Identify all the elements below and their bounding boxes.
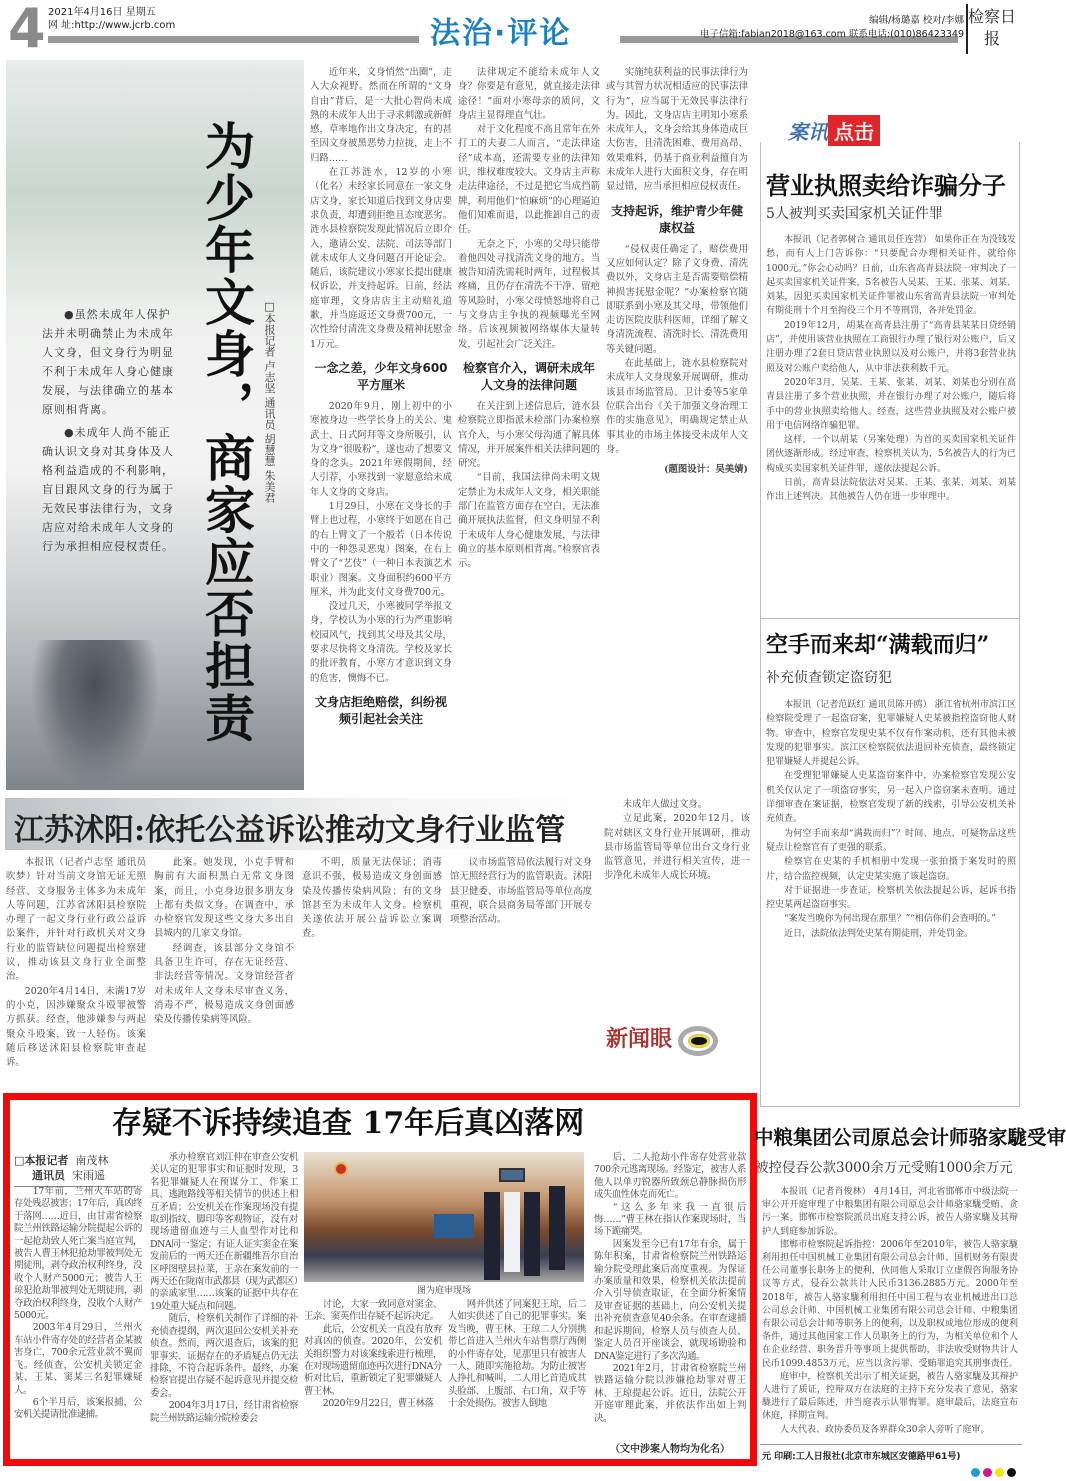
paragraph: 随后，检察机关制作了详细的补充侦查提纲，两次退回公安机关补充侦查。然而，两次退查后，该案的犯罪事实、证据存在的矛盾疑点仍无法排除，不符合起诉条件。最终，办案检察官提出存疑不起诉意见并提交检委会。 <box>150 1313 298 1399</box>
paragraph: 2004年3月17日，经甘肃省检察院兰州铁路运输分院检委会 <box>150 1400 298 1424</box>
article2-subheadline: 补充侦查锁定盗窃犯 <box>766 670 892 686</box>
paragraph: 这样，一个以胡某（另案处理）为首的买卖国家机关证件团伙逐渐形成。经过审查，检察机关认为，5名被告人的行为已构成买卖国家机关证件罪，遂依法提起公诉。 <box>766 435 1016 474</box>
paragraph: 网并供述了同案犯王琼，后二人如实供述了自己的犯罪事实。案发当晚，曹王林、王琼二人分别携带匕首进入兰州火车站售票厅西侧的小件寄存处，见那里只有被害人一人，随即实施抢劫。为防止被害人挣扎和喊叫，二人用匕首造成其头脸部、上腹部、右口角，双手等十余处损伤。被害人倒地 <box>448 1299 586 1410</box>
paragraph: 2020年4月14日，未满17岁的小克，因涉嫌聚众斗殴罪被警方抓获。经查，他涉嫌参与两起聚众斗殴案，致一人轻伤。该案随后移送沭阳县检察院审查起诉。 <box>6 985 146 1069</box>
paragraph: 近年来，文身悄然“出圈”，走入大众视野。然而在所谓的“文身自由”背后，是一大批心智尚未成熟的未成年人出于寻求刺激或新鲜感，草率地作出文身决定，有的甚至因文身被黑恶势力拉拢，走上不归路…… <box>310 67 452 164</box>
column-logo-a: 案讯 <box>788 120 828 144</box>
feature-note: （文中涉案人物均为化名） <box>610 1444 730 1455</box>
feature-column-1 <box>14 1186 142 1456</box>
cyan-dot <box>971 1468 980 1477</box>
issue-date: 2021年4月16日 星期五 <box>48 7 156 18</box>
paragraph: 2003年4月29日，兰州火车站小件寄存处的经营者金某被害身亡，700余元营业款不翼而飞。经侦查，公安机关锁定金某、王某、窦某三名犯罪嫌疑人。 <box>14 1322 142 1396</box>
article1-body <box>766 233 1016 613</box>
grain-headline: 中粮集团公司原总会计师骆家駹受审 <box>754 1126 1066 1149</box>
lead-byline: □本报记者 卢志坚 通讯员 胡慧慧 朱美君 <box>263 300 276 503</box>
summary-point: ●未成年人尚不能正确认识文身对其身体及人格利益造成的不利影响，盲目跟风文身的行为属于无效民事法律行为，文身店应对给未成年人文身的行为承担相应侵权责任。 <box>42 426 174 553</box>
feature-column-5 <box>594 1152 746 1442</box>
website: 网 址:http://www.jcrb.com <box>48 20 176 31</box>
paragraph: 人大代表、政协委员及各界群众30余人旁听了庭审。 <box>780 1424 990 1435</box>
paragraph: 在关注到上述信息后，涟水县检察院立即指派未检部门办案检察官介入，与小寒父母沟通了解具体情况，并开展案件相关法律问题的研究。 <box>458 400 600 470</box>
paragraph: 本报讯（记者卢志坚 通讯员吹梦）针对当前文身馆无证无照经营、文身服务主体多为未成年人等问题，江苏省沭阳县检察院办理了一起文身行业行政公益诉讼案件，并针对行政机关对文身行业的监管缺位问题提出检察建议，推动该县文身行业全面整治。 <box>6 857 146 983</box>
lead-column-1 <box>310 66 452 790</box>
black-dot <box>1007 1468 1016 1477</box>
column-logo <box>785 115 883 145</box>
yellow-dot <box>995 1468 1004 1477</box>
magenta-dot <box>983 1468 992 1477</box>
news-eye-text: 新闻眼 <box>606 1027 673 1052</box>
article1-headline: 营业执照卖给诈骗分子 <box>766 171 1006 200</box>
paragraph: 在受理犯罪嫌疑人史某盗窃案件中，办案检察官发现公安机关仅认定了一项盗窃事实，另一起入户盗窃案未查明。通过详细审查在案证据，检察官发现了新的线索，引导公安机关补充侦查。 <box>766 771 1016 825</box>
grain-headline-wrap <box>754 1122 1066 1176</box>
paragraph: 立足此案，2020年12月，该院对辖区文身行业开展调研，推动县市场监管局等单位出台文身行业监管意见，并进行相关宣传，进一步净化未成年人成长环境。 <box>604 813 750 882</box>
paragraph: 本报讯（记者肖俊林） 4月14日，河北省邯郸市中级法院一审公开开庭审理了中粮集团有限公司原总会计师骆家駹受贿、贪污一案。邯郸市检察院派员出庭支持公诉，被告人骆家駹及其辩护人到庭参加诉讼。 <box>762 1187 1018 1237</box>
paragraph: 议市场监管局依法履行对文身馆无照经营行为的监管职责。沭阳县卫健委、市场监管局等单位高度重视，联合县商务局等部门开展专项整治活动。 <box>450 857 592 926</box>
footer-rule <box>760 1444 1022 1445</box>
paragraph: 2020年9月，刚上初中的小寒被身边一些学长身上的关公、鬼武士、日式阿拜等文身所吸引，认为文身“很吸粉”，遂也动了想要文身的念头。2021年寒假期间，经人引荐，小寒找到一家愿意给未成年人文身的文身店。 <box>310 400 452 498</box>
lead-summary <box>42 305 182 560</box>
display-board <box>434 1214 474 1238</box>
article2-body <box>766 698 1016 1098</box>
paragraph: 邯郸市检察院起诉指控：2006年至2010年，被告人骆家駹利用担任中国机械工业集团有限公司总会计师、国机财务有限责任公司董事长职务上的便利，伙同他人采取订立虚假咨询服务协议等方式，侵吞公款共计人民币3136.2885万元。2000年至2018年，被告人骆家駹利用担任中国工程与农业机械进出口总公司总会计师、中国机械工业集团有限公司总会计师、中粮集团有限公司总会计师等职务上的便利，以及职权或地位形成的便利条件，通过其他国家工作人员职务上的行为，为相关单位和个人在企业经营、职务晋升等事项上提供帮助，非法收受财物共计人民币1099.4853万元，应当以贪污罪、受贿罪追究其刑事责任。 <box>762 1239 1018 1369</box>
lead-column-2 <box>458 66 600 790</box>
section-title: 法治·评论 <box>430 16 572 51</box>
officer-figure <box>524 1192 540 1276</box>
subheading: 支持起诉，维护青少年健康权益 <box>610 203 743 235</box>
column-logo-b: 点击 <box>828 115 880 146</box>
jiangsu-column-3 <box>302 856 442 1071</box>
paragraph: 1月29日，小寒在文身长的手臂上也过程，小寒终于如愿在自己的右上臂文了一个般若（日本传说中的一种怨灵恶鬼）图案，在右上臂文了“艺伎”（一种日本表演艺术职业）图案。文身面积约600平方厘米，并为此支付文身费700元。 <box>310 501 452 598</box>
paragraph: 在此基础上，涟水县检察院对未成年人文身现象开展调研，推动该县市场监管局、卫计委等5家单位联合出台《关于加强文身治理工作的实施意见》，明确规定禁止从事其业的市场主体接受未成年人文身。 <box>606 358 748 455</box>
feature-byline <box>14 1153 136 1187</box>
header-meta <box>48 6 175 32</box>
paragraph: 未成年人做过文身。 <box>622 799 708 810</box>
paragraph: 此后，公安机关一直没有放弃对真凶的侦查。2020年，公安机关组织警力对该案线索进行梳理，在对现场遗留血迹再次进行DNA分析对比后，重新锁定了犯罪嫌疑人曹王林。 <box>304 1323 442 1397</box>
paragraph: 在江苏涟水，12岁的小寒（化名）未经家长同意在一家文身店文身，家长知道后找到文身店要求负责，却遭到拒绝且态度恶劣。涟水县检察院发现此情况后立即介入，邀请公安、法院、司法等部门就未成年人文身问题召开论证会。随后，该院建议小寒家长提出健康权诉讼，并支持起诉。日前，经法庭审理，文身店店主主动赔礼道歉，并当庭返还文身费700元，一次性给付清洗文身费及精神抚慰金1万元。 <box>310 167 452 350</box>
byline-label: 通讯员 <box>32 1169 65 1182</box>
courtroom-photo <box>304 1152 584 1282</box>
lead-column-3 <box>606 66 748 790</box>
paragraph: 2019年12月，胡某在高青县注册了“高青县某某日贷经销店”，并使用该营业执照在工商银行办理了银行对公账户，后又注册办理了2套日贷店营业执照以及对公账户，并将3套营业执照及对公账户卖给他人，从中非法获利数千元。 <box>766 320 1016 374</box>
paragraph: 无奈之下，小寒的父母只能带着他四处寻找清洗文身的地方。当被告知清洗需耗时两年，过程极其疼痛，且仍存在清洗不干净、留疤等风险时，小寒父母愤怒地将自己与文身店主争执的视频曝光至网络。后该视频被网络媒体大量转发，引起社会广泛关注。 <box>458 238 600 350</box>
byline-label: □本报记者 <box>14 1154 69 1167</box>
paragraph: 本报讯（记者郭树合 通讯员任连营） 如果你正在为没钱发愁，而有人上门告诉你：“只要配合办理相关证件，就给你1000元。”你会心动吗？日前，山东省高青县法院一审判决了一起买卖国家机关证件案，5名被告人吴某、王某、张某、刘某、刘某，因犯买卖国家机关证件罪被山东省高青县法院一审判处有期徒刑十个月至拘役三个月不等刑罚，各并处罚金。 <box>766 235 1016 317</box>
printer-info: 元 印刷:工人日报社(北京市东城区安德路甲61号) <box>762 1452 961 1462</box>
news-eye-logo <box>606 1022 726 1062</box>
header-info <box>700 14 964 42</box>
paragraph: 为何空手而来却“满载而归”？时间、地点、可疑物品这些疑点让检察官有了更强的联系。 <box>766 828 1016 853</box>
grain-body <box>762 1186 1018 1441</box>
paragraph: 2021年2月，甘肃省检察院兰州铁路运输分院以涉嫌抢劫罪对曹王林、王琼提起公诉。近日，法院公开开庭审理此案，并依法作出如上判决。 <box>594 1362 746 1424</box>
paragraph: 承办检察官刘江仲在审查公安机关认定的犯罪事实和证据时发现，3名犯罪嫌疑人在预谋分工、作案工具、逃跑路线等相关情节的供述上相互矛盾；公安机关在作案现场没有提取到指纹、脚印等客观物证，没有对现场遗留血迹与三人血型作对比和DNA同一鉴定；有证人证实窦金在案发前后的一两天还在新疆维吾尔自治区呼图壁县拉菜，王亲在案发前的一两天还在陇南市武都县（现为武都区）的亲戚家里……该案的证据中共存在19处重大疑点和问题。 <box>150 1152 298 1312</box>
paragraph: 6个半月后，该案报捕，公安机关提请批准逮捕。 <box>14 1396 142 1421</box>
jiangsu-column-4 <box>450 856 592 1071</box>
paragraph: 庭审中，检察机关出示了相关证据，被告人骆家駹及其辩护人进行了质证，控辩双方在法庭的主持下充分发表了意见，骆家駹进行了最后陈述，并当庭表示认罪悔罪。庭审最后，法庭宣布休庭，择期宣判。 <box>762 1371 1018 1422</box>
paragraph: 法律规定不能给未成年人文身？你要是有意见，就直接走法律途径！”面对小寒母亲的质问，文身店主显得理直气壮。 <box>458 67 600 121</box>
officer-figure <box>549 1186 565 1270</box>
jiangsu-column-5 <box>604 798 750 1008</box>
newspaper-logo: 检察日报 <box>966 4 1016 54</box>
article1-subheadline: 5人被判买卖国家机关证件罪 <box>766 206 943 222</box>
paragraph: 本报讯（记者范跃红 通讯员陈开鸥） 浙江省杭州市滨江区检察院受理了一起盗窃案，犯罪嫌疑人史某被指控盗窃他人财物。审查中，检察官发现史某不仅有作案动机，还有其他未被发现的犯罪事实。滨江区检察院依法退回补充侦查，最终锁定犯罪嫌疑人并提起公诉。 <box>766 700 1016 768</box>
paragraph: 日前，高青县法院依法对吴某、王某、张某、刘某、刘某作出上述判决。其他被告人仍在进一步审理中。 <box>766 478 1016 503</box>
paragraph: “案发当晚你为何出现在那里？”“相信你们会查明的。” <box>784 914 996 925</box>
eye-icon <box>678 1026 718 1056</box>
feature-column-3 <box>304 1299 442 1457</box>
contact-info: 电子信箱:fabian2018@163.com 联系电话:(010)86423349 <box>699 29 964 40</box>
jiangsu-column-1 <box>6 856 146 1071</box>
article2-headline: 空手而来却“满载而归” <box>766 632 990 658</box>
paragraph: 实施纯获利益的民事法律行为或与其智力状况相适应的民事法律行为”，应当属于无效民事法律行为。因此，文身店店主明知小寒系未成年人，文身会给其身体造成巨大伤害，且清洗困难、费用高昂、效果难料，仍基于商业利益擅自为未成年人进行大面积文身，存在明显过错，应当承担相应侵权责任。 <box>606 67 748 193</box>
reporter-name: 南茂林 <box>75 1154 109 1167</box>
paragraph: “侵权责任确定了，赔偿费用又应如何认定？除了文身费、清洗费以外，文身店主是否需要赔偿精神损害抚慰金呢？”办案检察官随即联系到小寒及其父母，带领他们走访医院皮肤科医师，详细了解文身清洗流程、清洗时长、清洗费用等关键问题。 <box>606 243 748 355</box>
paragraph: 讨论，大家一致同意对窦金、王亲、窦英作出存疑不起诉决定。 <box>304 1299 442 1323</box>
summary-point: ●虽然未成年人保护法并未明确禁止为未成年人文身，但文身行为明显不利于未成年人身心健康发展，与法律确立的基本原则相背离。 <box>42 308 174 416</box>
jiangsu-headline: 江苏沭阳:依托公益诉讼推动文身行业监管 <box>14 813 566 848</box>
lead-headline: 为少年文身，商家应否担责 <box>197 120 256 744</box>
paragraph: 对于文化程度不高且常年在外打工的夫妻二人而言，“走法律途径”成本高，还需要专业的法律知识，维权难度较大。文身店主声称走法律途径，不过是把它当成挡箭牌，利用他们“怕麻烦”的心理逼迫他们知难而退，以此推卸自己的责任。 <box>458 124 600 236</box>
paragraph: 检察官在史某的手机相册中发现一张拍摄于案发时的照片，结合监控视频，认定史某实施了该起盗窃。 <box>766 857 1016 882</box>
paragraph: 2020年9月22日，曹王林落 <box>322 1398 434 1410</box>
editor-credit: 编辑/杨璐嘉 校对/李娜 <box>869 15 964 26</box>
paragraph: 后，二人抢劫小件寄存处营业款700余元逃离现场。经鉴定，被害人系他人以单刃锐器所致颈总静脉损伤形成失血性休克而死亡。 <box>594 1152 746 1201</box>
hero-figure-silhouette <box>30 640 160 790</box>
header-rule-left <box>48 36 419 43</box>
grain-subheadline: 被控侵吞公款3000余万元受贿1000余万元 <box>755 1160 1013 1176</box>
screen <box>499 1168 525 1182</box>
photo-credit: (题图设计：吴美婧) <box>664 464 748 476</box>
feature-headline: 存疑不诉持续追查 17年后真凶落网 <box>112 1106 585 1141</box>
paragraph: 对于证据进一步查证，检察机关依法提起公诉，起诉书指控史某两起盗窃事实。 <box>766 885 1016 911</box>
emblem-icon <box>334 1162 348 1176</box>
jiangsu-column-2 <box>154 856 294 1071</box>
correspondent-name: 宋雨遥 <box>72 1169 105 1182</box>
paragraph: “这么多年来我一直很后悔……”曹王林在指认作案现场时，当场下跪痛哭。 <box>594 1201 746 1238</box>
paragraph: 17年前，兰州火车站的寄存处残忍被害；17年后，真凶终于落网……近日，由甘肃省检察院兰州铁路运输分院提起公诉的一起抢劫致人死亡案当庭宣判，被告人曹王林犯抢劫罪被判处无期徒刑，剥夺政治权利终身，没收个人财产5000元；被告人王琼犯抢劫罪被判处无期徒刑，剥夺政治权利终身，没收个人财产5000元。 <box>14 1186 142 1322</box>
registration-marks <box>968 1462 1016 1481</box>
subheading: 一念之差，少年文身600平方厘米 <box>314 360 448 392</box>
page-number: 4 <box>8 0 46 60</box>
officer-figure <box>484 1192 500 1280</box>
photo-caption: 图为庭审现场 <box>416 1286 471 1296</box>
paragraph: 此案。她发现，小克手臂和胸前有大面积黑白无常文身图案，而且，小克身边很多朋友身上都有类似文身。在调查中，承办检察官发现这些文身大多出自县城内的几家文身馆。 <box>154 857 294 940</box>
feature-column-4 <box>448 1299 586 1457</box>
paragraph: 2020年3月，吴某、王某、张某、刘某、刘某也分别在高青县注册了多个营业执照，并在银行办理了对公账户，随后将手中的营业执照卖给他人。经查，这些营业执照及对公账户被用于电信网络诈骗犯罪。 <box>766 377 1016 431</box>
paragraph: “目前，我国法律尚未明文规定禁止为未成年人文身，相关职能部门在监管方面存在空白，无法准确开展执法监督，但文身明显不利于未成年人身心健康发展，与法律确立的基本原则相背离。”检察官表示。 <box>458 472 600 570</box>
paragraph: 经调查，该县部分文身馆不具备卫生许可，存在无证经营、非法经营等情况。文身馆经营者对未成年人文身未尽审查义务，消毒不严，极易造成文身创面感染及传播传染病等风险。 <box>154 942 294 1026</box>
subheading: 检察官介入，调研未成年人文身的法律问题 <box>462 360 595 392</box>
paragraph: 近日，法院依法判处史某有期徒刑，并处罚金。 <box>784 928 974 939</box>
defendant-figure <box>504 1192 520 1272</box>
subheading: 文身店拒绝赔偿，纠纷视频引起社会关注 <box>314 694 447 726</box>
feature-column-2 <box>150 1152 298 1458</box>
paragraph: 因案发至今已有17年有余，属于陈年积案，甘肃省检察院兰州铁路运输分院受理此案后高度重视。为保证办案质量和效果，检察机关依法提前介入引导侦查取证，在全面分析案情及审查证据的基础上，向公安机关提出补充侦查意见40余条。在审查逮捕和起诉期间，检察人员与侦查人员、鉴定人员召开座谈会，就现场勘验和DNA鉴定进行了多次沟通。 <box>594 1238 746 1362</box>
paragraph: 没过几天，小寒被同学举报文身，学校认为小寒的行为严重影响校园风气，找到其父母及其父母，要求尽快将文身清洗。学校及家长的批评教育，小寒方才意识到文身的危害，懊悔不已。 <box>310 601 452 684</box>
paragraph: 不明，质量无法保证；消毒意识不强，极易造成文身创面感染及传播传染病风险；有的文身馆甚至为未成年人文身。检察机关遂依法开展公益诉讼立案调查。 <box>302 857 442 940</box>
divider <box>760 618 1020 619</box>
